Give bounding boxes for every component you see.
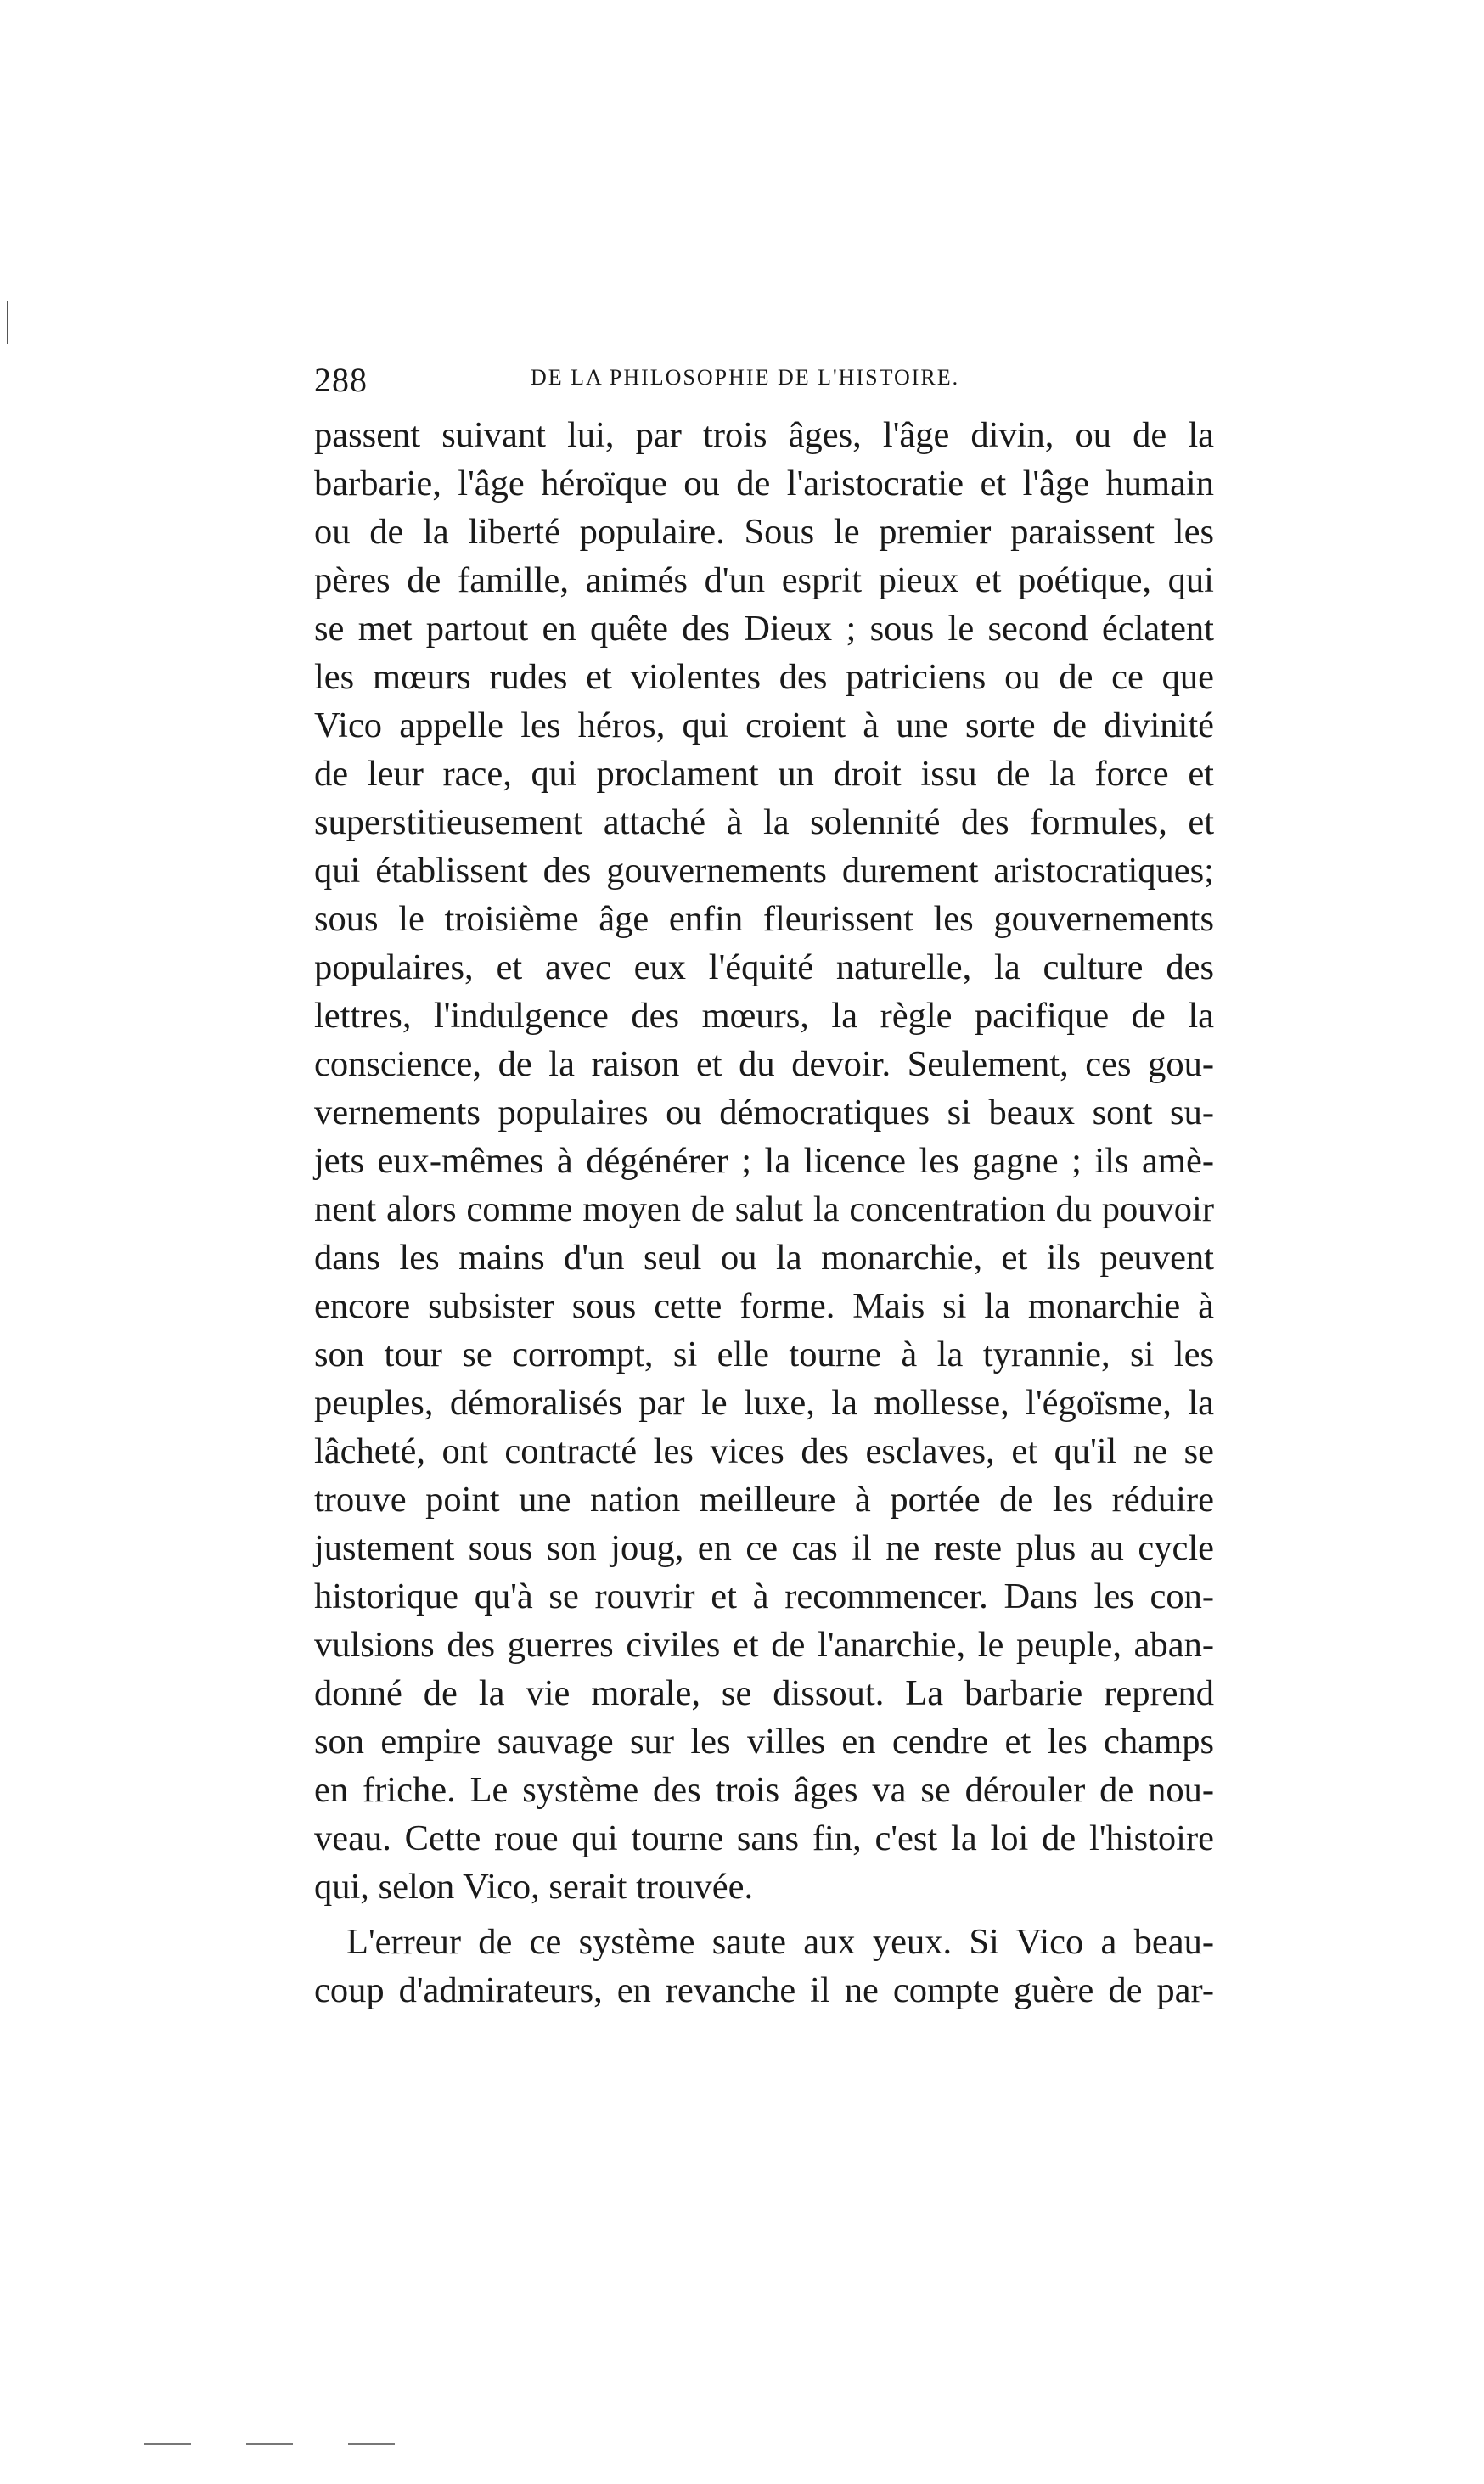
text-line: pères de famille, animés d'un esprit pieux et poétique, qui: [314, 560, 1214, 600]
text-line: vulsions des guerres civiles et de l'anarchie, le peuple, aban-: [314, 1625, 1214, 1665]
text-line: populaires, et avec eux l'équité naturelle, la culture des: [314, 947, 1214, 987]
text-line: de leur race, qui proclament un droit issu de la force et: [314, 754, 1214, 794]
text-line: encore subsister sous cette forme. Mais si la monarchie à: [314, 1286, 1214, 1326]
text-line: justement sous son joug, en ce cas il ne reste plus au cycle: [314, 1528, 1214, 1568]
paragraph: [314, 411, 1214, 1911]
running-title: DE LA PHILOSOPHIE DE L'HISTOIRE.: [531, 365, 960, 390]
text-line: superstitieusement attaché à la solennité des formules, et: [314, 802, 1214, 842]
page-number: 288: [314, 361, 368, 399]
text-line: lettres, l'indulgence des mœurs, la règle pacifique de la: [314, 996, 1214, 1036]
text-line: son empire sauvage sur les villes en cendre et les champs: [314, 1722, 1214, 1762]
text-line: sous le troisième âge enfin fleurissent les gouvernements: [314, 899, 1214, 939]
text-line: qui établissent des gouvernements durement aristocratiques;: [314, 851, 1214, 891]
footer-dash: [144, 2443, 191, 2445]
text-line: conscience, de la raison et du devoir. Seulement, ces gou-: [314, 1044, 1214, 1084]
text-line: qui, selon Vico, serait trouvée.: [314, 1867, 754, 1907]
text-line: son tour se corrompt, si elle tourne à la tyrannie, si les: [314, 1335, 1214, 1374]
text-line: barbarie, l'âge héroïque ou de l'aristocratie et l'âge humain: [314, 464, 1214, 503]
text-line: les mœurs rudes et violentes des patriciens ou de ce que: [314, 657, 1214, 697]
text-line: Vico appelle les héros, qui croient à une sorte de divinité: [314, 705, 1214, 745]
scan-edge-mark: [7, 301, 8, 344]
paragraph-gap: [314, 1911, 1214, 1918]
text-line: en friche. Le système des trois âges va se dérouler de nou-: [314, 1770, 1214, 1810]
text-line: passent suivant lui, par trois âges, l'âge divin, ou de la: [314, 415, 1214, 455]
text-line: se met partout en quête des Dieux ; sous le second éclatent: [314, 609, 1214, 649]
text-line: vernements populaires ou démocratiques si beaux sont su-: [314, 1093, 1214, 1132]
text-line: trouve point une nation meilleure à portée de les réduire: [314, 1480, 1214, 1520]
scan-footer-marks: [144, 2443, 399, 2448]
text-line: veau. Cette roue qui tourne sans fin, c'est la loi de l'histoire: [314, 1818, 1214, 1858]
footer-dash: [348, 2443, 395, 2445]
text-line: coup d'admirateurs, en revanche il ne compte guère de par-: [314, 1970, 1214, 2010]
text-line: ou de la liberté populaire. Sous le premier paraissent les: [314, 512, 1214, 552]
text-line: nent alors comme moyen de salut la concentration du pouvoir: [314, 1189, 1214, 1229]
text-line: donné de la vie morale, se dissout. La barbarie reprend: [314, 1673, 1214, 1713]
text-line: dans les mains d'un seul ou la monarchie, et ils peuvent: [314, 1238, 1214, 1278]
body-text: [314, 411, 1214, 2015]
text-line: jets eux-mêmes à dégénérer ; la licence les gagne ; ils amè-: [314, 1141, 1214, 1181]
text-line: lâcheté, ont contracté les vices des esclaves, et qu'il ne se: [314, 1431, 1214, 1471]
text-line: L'erreur de ce système saute aux yeux. Si Vico a beau-: [346, 1922, 1214, 1962]
running-header: [314, 357, 1214, 407]
text-line: peuples, démoralisés par le luxe, la mollesse, l'égoïsme, la: [314, 1383, 1214, 1423]
paragraph: [314, 1918, 1214, 2015]
footer-dash: [246, 2443, 293, 2445]
text-line: historique qu'à se rouvrir et à recommencer. Dans les con-: [314, 1576, 1214, 1616]
